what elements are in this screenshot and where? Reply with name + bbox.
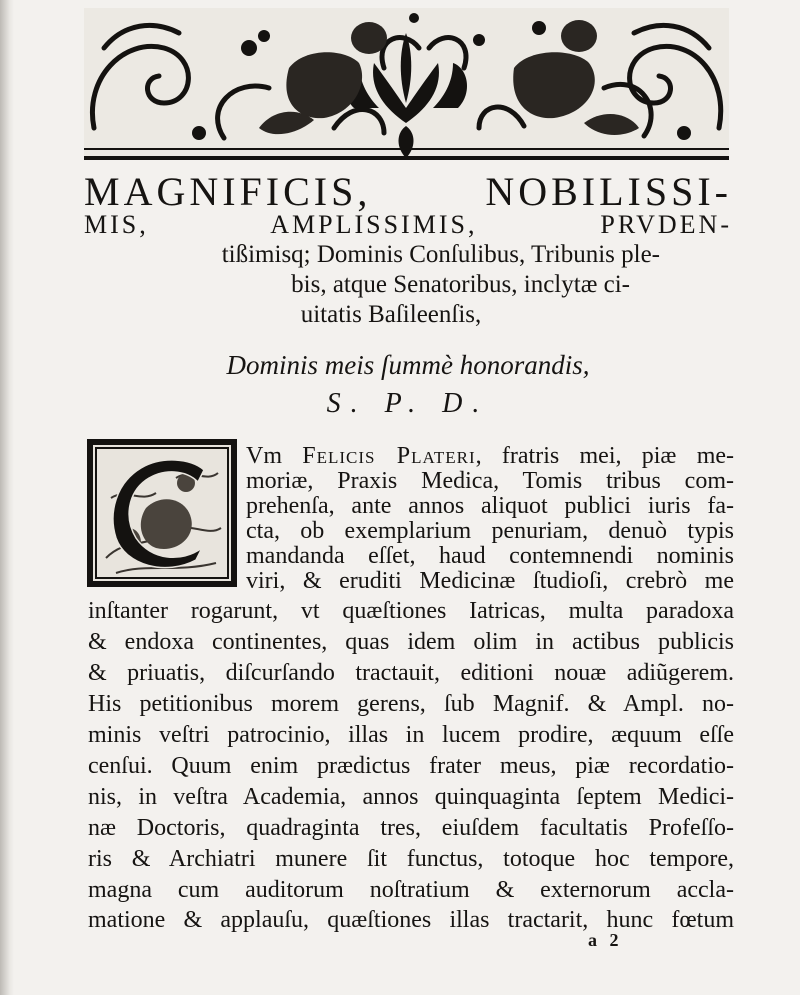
dedication-line-5: uitatis Baſileenſis, (300, 301, 482, 328)
closing-formula: S. P. D. (326, 388, 490, 419)
body-line: cenſui. Quum enim prædictus frater meus, piæ recordatio- (88, 753, 734, 779)
signature-mark: a 2 (588, 930, 623, 950)
body-line: & priuatis, diſcurſando tractauit, editioni nouæ adiũgerem. (88, 660, 734, 686)
salutation: Dominis meis ſummè honorandis, (226, 350, 590, 380)
dedication-line-3: tißimisq; Dominis Conſulibus, Tribunis ple- (221, 241, 660, 268)
woodcut-initial-c-icon (86, 438, 238, 588)
body-line: inſtanter rogarunt, vt quæſtiones Iatricas, multa paradoxa (88, 598, 734, 624)
author-name: Felicis Plateri (302, 443, 476, 469)
body-line: cta, ob exemplarium penuriam, denuò typis (246, 518, 734, 544)
body-line-1-rest: , fratris mei, piæ me- (475, 443, 734, 469)
dedication-line-4: bis, atque Senatoribus, inclytæ ci- (291, 271, 630, 298)
headpiece-ornament-icon (84, 8, 729, 164)
body-line: nis, in veſtra Academia, annos quinquaginta ſeptem Medici- (88, 784, 734, 810)
body-line: næ Doctoris, quadraginta tres, eiuſdem facultatis Profeſſo- (88, 815, 734, 841)
body-line: His petitionibus morem gerens, ſub Magnif. & Ampl. no- (88, 691, 734, 717)
body-line: ris & Archiatri munere ſit functus, totoque hoc tempore, (88, 846, 734, 872)
body-line: matione & applauſu, quæſtiones illas tractarit, hunc fœtum (88, 907, 734, 933)
page-gutter-shadow (0, 0, 14, 995)
dedication-line-2: MIS, AMPLISSIMIS, PRVDEN- (84, 210, 732, 239)
body-line-1-opening: Vm (246, 443, 303, 469)
body-line: & endoxa continentes, quas idem olim in actibus publicis (88, 629, 734, 655)
body-line: mandanda eſſet, haud contemnendi nominis (246, 543, 734, 569)
body-line: minis veſtri patrocinio, illas in lucem prodire, æquum eſſe (88, 722, 734, 748)
dedication-line-1: MAGNIFICIS, NOBILISSI- (84, 169, 732, 214)
body-line: prehenſa, ante annos aliquot publici iuris fa- (246, 493, 734, 519)
body-line: viri, & eruditi Medicinæ ſtudioſi, crebrò me (246, 568, 734, 594)
dedication-heading (84, 169, 732, 332)
body-line: moriæ, Praxis Medica, Tomis tribus com- (246, 468, 734, 494)
body-line: magna cum auditorum noſtratium & externorum accla- (88, 877, 734, 903)
